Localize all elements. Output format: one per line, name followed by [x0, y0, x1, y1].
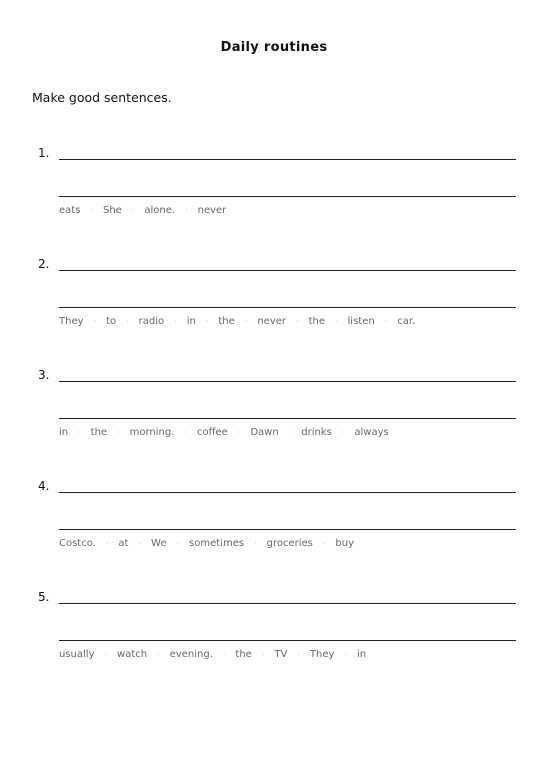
answer-line[interactable] — [59, 381, 516, 382]
word-bank — [59, 427, 389, 438]
word-chip: never — [197, 205, 227, 216]
word-separator: · — [334, 316, 338, 326]
word-separator: · — [297, 649, 300, 659]
answer-line[interactable] — [59, 307, 516, 308]
word-chip: coffee — [196, 427, 228, 438]
word-chip: the — [235, 649, 252, 660]
word-chip: always — [354, 427, 389, 438]
word-separator: · — [296, 316, 299, 326]
word-chip: Dawn — [250, 427, 279, 438]
word-chip: groceries — [266, 538, 313, 549]
word-chip: in — [356, 649, 367, 660]
word-separator: · — [237, 427, 241, 437]
word-separator: · — [288, 427, 292, 437]
word-chip: morning. — [129, 427, 175, 438]
word-separator: · — [105, 538, 109, 548]
word-separator: · — [341, 427, 345, 437]
exercise-number: 4. — [38, 479, 50, 493]
word-separator: · — [176, 538, 180, 548]
word-separator: · — [184, 427, 187, 437]
word-chip: the — [308, 316, 325, 327]
word-chip: drinks — [301, 427, 332, 438]
word-separator: · — [322, 538, 326, 548]
answer-line[interactable] — [59, 418, 516, 419]
word-chip: car. — [397, 316, 416, 327]
word-bank — [59, 649, 366, 660]
word-bank — [59, 538, 354, 549]
word-chip: the — [90, 427, 108, 438]
word-separator: · — [174, 316, 177, 326]
word-separator: · — [126, 316, 129, 326]
word-chip: watch — [117, 649, 148, 660]
answer-line[interactable] — [59, 529, 516, 530]
answer-line[interactable] — [59, 270, 516, 271]
word-separator: · — [254, 538, 257, 548]
word-chip: She — [102, 205, 122, 216]
word-separator: · — [104, 649, 108, 659]
exercise-item — [0, 257, 548, 347]
word-chip: usually — [59, 649, 95, 660]
exercise-number: 5. — [38, 590, 50, 604]
word-chip: eats — [59, 205, 81, 216]
word-chip: sometimes — [189, 538, 245, 549]
word-separator: · — [205, 316, 209, 326]
word-chip: alone. — [144, 205, 176, 216]
word-chip: in — [186, 316, 196, 327]
word-separator: · — [244, 316, 248, 326]
exercise-item — [0, 590, 548, 680]
answer-line[interactable] — [59, 492, 516, 493]
word-separator: · — [185, 205, 188, 215]
word-chip: to — [106, 316, 117, 327]
word-bank — [59, 316, 415, 327]
word-chip: buy — [335, 538, 355, 549]
word-separator: · — [78, 427, 81, 437]
instruction-text: Make good sentences. — [32, 90, 172, 105]
word-separator: · — [384, 316, 388, 326]
word-chip: Costco. — [59, 538, 96, 549]
word-chip: the — [218, 316, 235, 327]
word-separator: · — [138, 538, 142, 548]
word-chip: in — [59, 427, 69, 438]
exercise-item — [0, 368, 548, 458]
word-separator: · — [222, 649, 226, 659]
word-separator: · — [117, 427, 120, 437]
worksheet-title: Daily routines — [220, 40, 328, 55]
word-separator: · — [157, 649, 160, 659]
word-chip: radio — [138, 316, 165, 327]
answer-line[interactable] — [59, 640, 516, 641]
exercise-item — [0, 146, 548, 236]
word-separator: · — [261, 649, 265, 659]
word-chip: listen — [347, 316, 375, 327]
word-chip: They — [59, 316, 84, 327]
word-chip: at — [118, 538, 129, 549]
word-separator: · — [131, 205, 135, 215]
word-separator: · — [344, 649, 347, 659]
word-bank — [59, 205, 226, 216]
answer-line[interactable] — [59, 196, 516, 197]
word-chip: never — [257, 316, 287, 327]
exercise-item — [0, 479, 548, 569]
word-separator: · — [90, 205, 93, 215]
exercise-number: 1. — [38, 146, 50, 160]
exercise-number: 2. — [38, 257, 50, 271]
word-chip: TV — [274, 649, 288, 660]
word-separator: · — [93, 316, 97, 326]
answer-line[interactable] — [59, 159, 516, 160]
exercise-number: 3. — [38, 368, 50, 382]
word-chip: We — [151, 538, 167, 549]
answer-line[interactable] — [59, 603, 516, 604]
word-chip: evening. — [169, 649, 213, 660]
word-chip: They — [309, 649, 335, 660]
